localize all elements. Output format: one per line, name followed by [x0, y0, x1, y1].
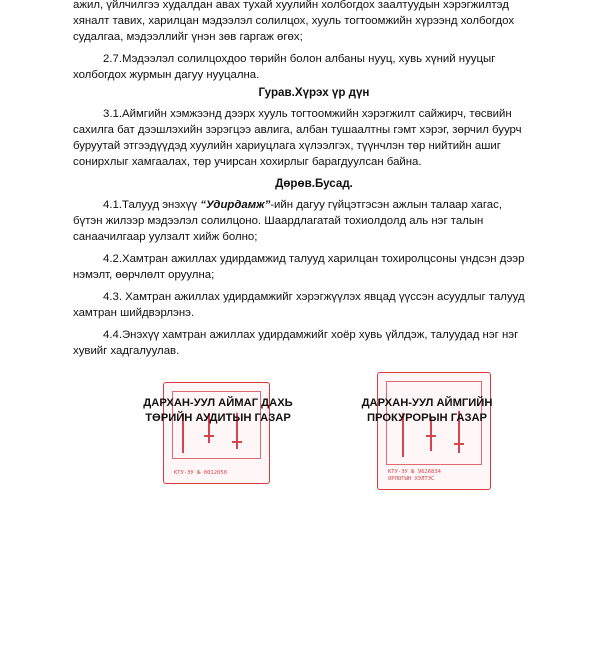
text-fragment: -ийн дагуу гүйцэтгэсэн ажлын талаар хагас,: [270, 199, 502, 211]
section-heading-results: Гурав.Хүрэх үр дүн: [258, 86, 370, 99]
text-line: 2.7.Мэдээлэл солилцохдоо төрийн болон албаны нууц, хувь хүний нууцыг: [103, 53, 496, 65]
paragraph-4-4: [73, 327, 555, 359]
text-line: [73, 197, 555, 213]
paragraph-4-2: [73, 251, 555, 283]
text-line: судалгаа, мэдээллийг үнэн зөв гаргаж өгөх;: [73, 31, 303, 43]
text-line: хяналт тавих, харилцан мэдээлэл солилцох, хууль тогтоомжийн хүрээнд холбогдох: [73, 15, 515, 27]
text-fragment: 4.1.Талууд энэхүү: [103, 199, 201, 211]
text-line: 4.4.Энэхүү хамтран ажиллах удирдамжийг хоёр хувь үйлдэж, талуудад нэг нэг: [103, 329, 519, 341]
text-line: 3.1.Аймгийн хэмжээнд дээрх хууль тогтоомжийн хэрэгжилт сайжирч, төсвийн: [103, 108, 512, 120]
paragraph-4-3: [73, 289, 555, 321]
text-line: ажил, үйлчилгээ худалдан авах тухай хуулийн холбогдох заалтуудын хэрэгжилтэд: [73, 0, 509, 11]
seal-serial: [388, 469, 480, 483]
text-line: 4.3. Хамтран ажиллах удирдамжийг хэрэгжүүлэх явцад үүссэн асуудлыг талууд: [103, 291, 525, 303]
prosecutor-office-seal: [377, 372, 491, 490]
signatory-right-line2: ПРОКУРОРЫН ГАЗАР: [366, 412, 487, 424]
paragraph-continuation: [73, 0, 555, 45]
paragraph-3-1: [73, 106, 555, 170]
seal-serial-line: ОРЛОГЫН ХЭЛТЭС: [388, 476, 435, 482]
text-line: сахилга бат дээшлэхийн зэрэгцээ авлига, албан тушаалтны гэмт хэрэг, зөрчил буурч: [73, 124, 522, 136]
paragraph-2-7: [73, 51, 555, 83]
text-line: бүтэн жилээр мэдээлэл солилцоно. Шаардлагатай тохиолдолд аль нэг талын: [73, 215, 484, 227]
text-line: хувийг хадгалуулав.: [73, 345, 180, 357]
text-line: буруутай этгээдүүдэд хуулийн хариуцлага хүлээлгэх, түүнчлэн төр нийтийн ашиг: [73, 140, 501, 152]
text-line: хамтран шийдвэрлэнэ.: [73, 307, 195, 319]
text-line: 4.2.Хамтран ажиллах удирдамжид талууд харилцан тохиролцсоны үндсэн дээр: [103, 253, 525, 265]
seal-script-mark: [454, 443, 464, 445]
seal-serial-line: КТУ-ЭУ № 9626834: [388, 469, 441, 475]
signatory-left-line1: ДАРХАН-УУЛ АЙМАГ ДАХЬ: [143, 397, 293, 409]
signatory-right: [337, 396, 517, 426]
emphasis-text: “Удирдамж”: [200, 199, 271, 211]
text-line: сонирхлыг хамгаалах, төр учирсан хохирлыг барагдуулсан байна.: [73, 156, 422, 168]
signatory-left-line2: ТӨРИЙН АУДИТЫН ГАЗАР: [145, 412, 291, 424]
seal-script-mark: [232, 441, 242, 443]
text-line: холбогдох журмын дагуу нууцална.: [73, 69, 260, 81]
signatory-right-line1: ДАРХАН-УУЛ АЙМГИЙН: [361, 397, 493, 409]
section-heading-other: Дөрөв.Бусад.: [275, 177, 353, 190]
seal-script-mark: [426, 435, 436, 437]
signatory-left: [118, 396, 318, 426]
text-line: санаачилгаар уулзалт хийж болно;: [73, 231, 258, 243]
text-line: нэмэлт, өөрчлөлт оруулна;: [73, 269, 215, 281]
seal-script-mark: [204, 435, 214, 437]
seal-serial: КТУ-ЭУ № 0012050: [174, 470, 227, 476]
paragraph-4-1: [73, 197, 555, 245]
